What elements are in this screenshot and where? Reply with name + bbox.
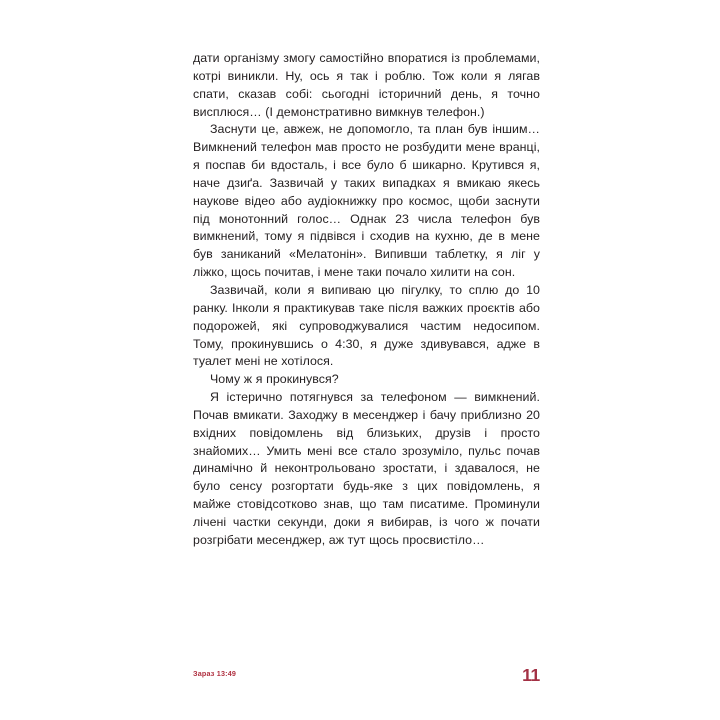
footer-timestamp-note: Зараз 13:49 xyxy=(193,669,237,678)
paragraph: Зазвичай, коли я випиваю цю пігулку, то сплю до 10 ранку. Інколи я практикував таке після важких проєктів або подорожей, які супроводжувалися частим недосипом. Тому, прокинувшись о 4:30, я дуже здивувався, адже в туалет мені не хотілося. xyxy=(193,282,540,369)
paragraph: дати організму змогу самостійно впоратися із проблемами, котрі виникли. Ну, ось я так і роблю. Тож коли я лягав спати, сказав собі: сьогодні історичний день, я точно висплюся… (І демонстративно вимкнув телефон.) xyxy=(193,51,540,119)
page-footer xyxy=(193,666,540,688)
paragraph: Я істерично потягнувся за телефоном — вимкнений. Почав вмикати. Заходжу в месенджер і бачу приблизно 20 вхідних повідомлень від близьких, друзів і просто знайомих… Умить мені все стало зрозуміло, пульс почав динамічно й неконтрольовано зростати, і здавалося, не було сенсу розгортати будь-яке з цих повідомлень, я майже стовідсотково знав, що там писатиме. Проминули лічені частки секунди, доки я вибирав, із чого ж почати розгрібати месенджер, аж тут щось просвистіло… xyxy=(193,390,540,547)
body-text-column xyxy=(193,50,540,550)
page-number: 11 xyxy=(522,665,540,685)
paragraph: Чому ж я прокинувся? xyxy=(210,372,339,387)
paragraph: Заснути це, авжеж, не допомогло, та план був іншим… Вимкнений телефон мав просто не розбудити мене вранці, я поспав би вдосталь, і все було б шикарно. Крутився я, наче дзиґа. Зазвичай у таких випадках я вмикаю якесь наукове відео або аудіокнижку про космос, щоби заснути під монотонний голос… Однак 23 числа телефон був вимкнений, тому я підвівся і сходив на кухню, де в мене був заниканий «Мелатонін». Випивши таблетку, я ліг у ліжко, щось почитав, і мене таки почало хилити на сон. xyxy=(193,122,540,280)
